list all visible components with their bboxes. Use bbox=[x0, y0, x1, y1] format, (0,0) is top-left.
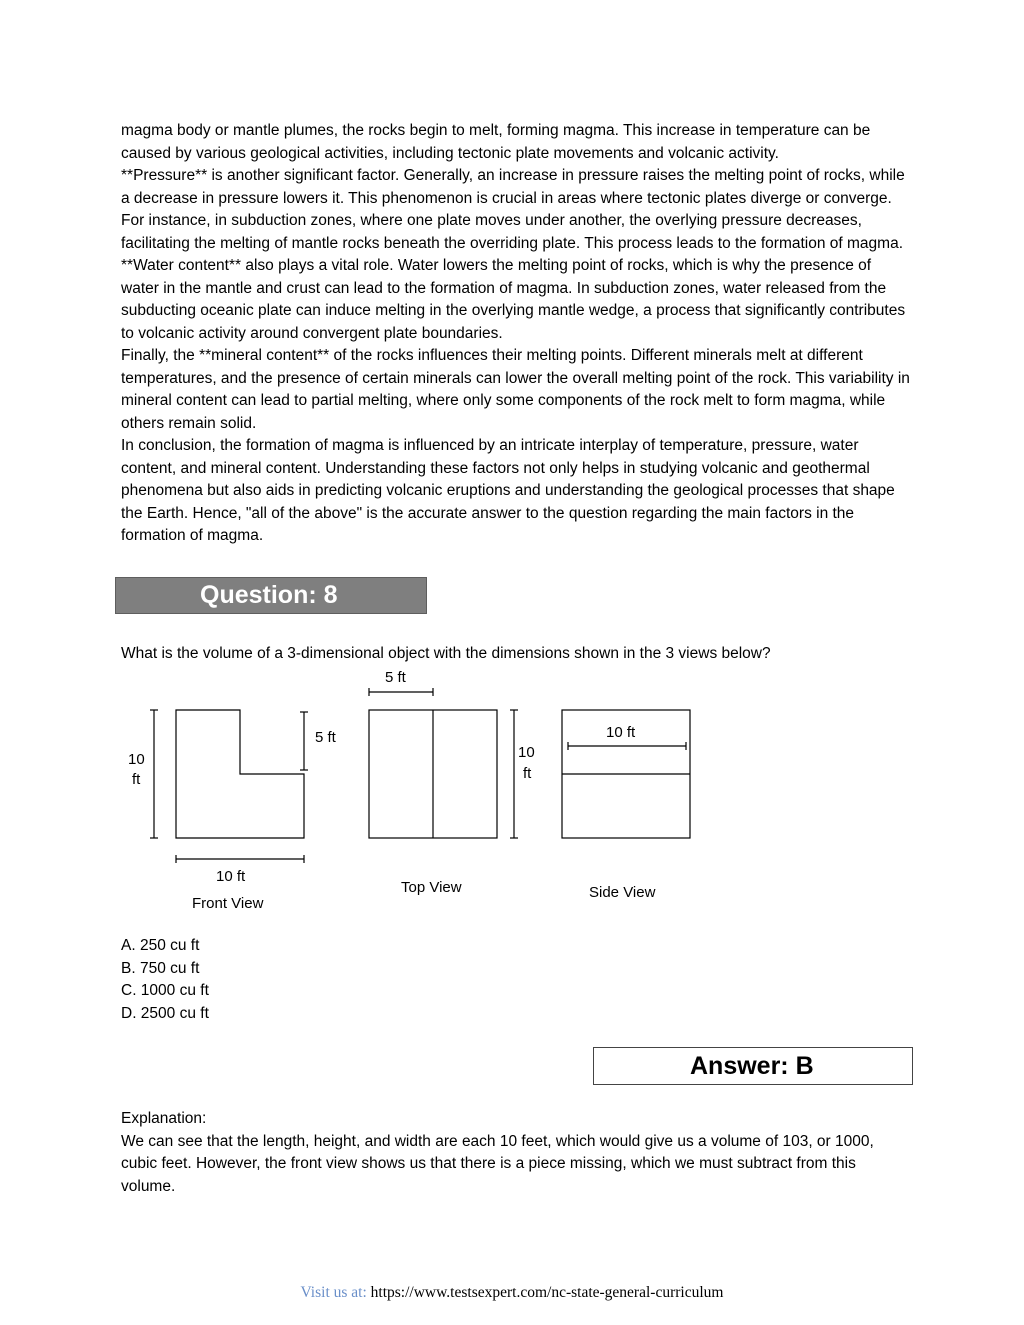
passage-paragraph: magma body or mantle plumes, the rocks begin to melt, forming magma. This increase in temperature can be caused by various geological activities, including tectonic plate movements and volcanic activity. bbox=[121, 122, 871, 162]
explanation-label: Explanation: bbox=[121, 1110, 207, 1127]
explanation-text: We can see that the length, height, and width are each 10 feet, which would give us a volume of 103, or 1000, cubic feet. However, the front view shows us that there is a piece missing, which we must subtract from this volume. bbox=[121, 1132, 874, 1195]
answer-options bbox=[121, 935, 209, 1025]
footer-url[interactable]: https://www.testsexpert.com/nc-state-general-curriculum bbox=[370, 1284, 724, 1301]
side-height-label: 10 bbox=[518, 744, 535, 761]
question-heading-banner bbox=[115, 577, 427, 614]
footer-label: Visit us at: bbox=[300, 1284, 367, 1301]
front-height-label: 10 bbox=[128, 751, 145, 768]
passage bbox=[121, 120, 911, 548]
front-height-unit: ft bbox=[132, 771, 141, 788]
passage-paragraph: Finally, the **mineral content** of the rocks influences their melting points. Different minerals melt at different temperatures, and the presence of certain minerals can lower the overall melting point of the rock. This variability in mineral content can lead to partial melting, where only some components of the rock melt to form magma, while others remain solid. bbox=[121, 347, 910, 432]
front-view-shape bbox=[176, 710, 304, 838]
option-a: A. 250 cu ft bbox=[121, 937, 200, 954]
passage-paragraph: **Water content** also plays a vital role. Water lowers the melting point of rocks, which is why the presence of water in the mantle and crust can lead to the formation of magma. In subduction zones, water released from the subducting oceanic plate can induce melting in the overlying mantle wedge, a process that significantly contributes to volcanic activity around convergent plate boundaries. bbox=[121, 257, 906, 342]
passage-paragraph: In conclusion, the formation of magma is influenced by an intricate interplay of temperature, pressure, water content, and mineral content. Understanding these factors not only helps in studying volcanic and geothermal phenomena but also aids in predicting volcanic eruptions and understanding the geological processes that shape the Earth. Hence, "all of the above" is the accurate answer to the question regarding the main factors in the formation of magma. bbox=[121, 437, 895, 544]
option-b: B. 750 cu ft bbox=[121, 959, 200, 977]
answer-text: Answer: B bbox=[690, 1052, 814, 1080]
top-view-caption: Top View bbox=[401, 879, 462, 896]
three-view-figure bbox=[120, 664, 700, 924]
front-view-caption: Front View bbox=[192, 895, 264, 912]
three-view-diagram bbox=[120, 664, 700, 924]
passage-paragraph: **Pressure** is another significant factor. Generally, an increase in pressure raises the melting point of rocks, while a decrease in pressure lowers it. This phenomenon is crucial in areas where tectonic plates diverge or converge. For instance, in subduction zones, where one plate moves under another, the overlying pressure decreases, facilitating the melting of mantle rocks beneath the overriding plate. This process leads to the formation of magma. bbox=[121, 167, 905, 252]
side-height-unit: ft bbox=[523, 765, 532, 782]
front-width-label: 10 ft bbox=[216, 868, 246, 885]
front-notch-label: 5 ft bbox=[315, 729, 336, 746]
question-text: What is the volume of a 3-dimensional object with the dimensions shown in the 3 views below? bbox=[121, 645, 771, 662]
top-width-label: 5 ft bbox=[385, 669, 406, 686]
side-width-label: 10 ft bbox=[606, 724, 636, 741]
question-heading: Question: 8 bbox=[200, 581, 338, 609]
footer bbox=[0, 1284, 1024, 1302]
answer-box bbox=[593, 1047, 913, 1085]
option-c: C. 1000 cu ft bbox=[121, 982, 209, 1000]
side-view-caption: Side View bbox=[589, 884, 656, 901]
option-d: D. 2500 cu ft bbox=[121, 1004, 209, 1022]
explanation bbox=[121, 1108, 911, 1198]
